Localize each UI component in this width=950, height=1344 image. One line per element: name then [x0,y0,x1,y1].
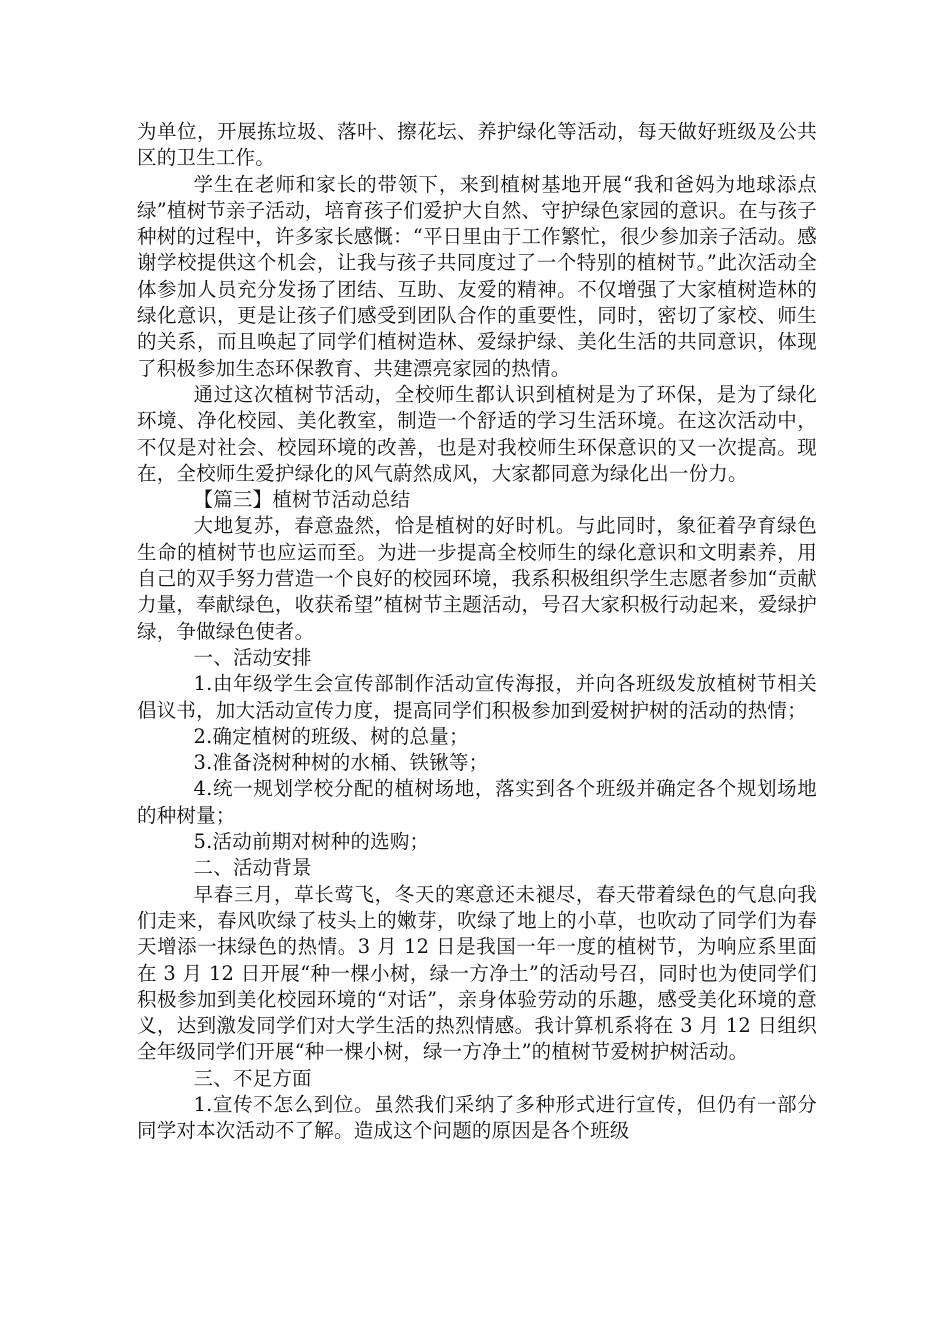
heading-activity-background: 二、活动背景 [193,856,312,880]
paragraph-activity-result: 通过这次植树节活动，全校师生都认识到植树是为了环保，是为了绿化环境、净化校园、美化教室，制造一个舒适的学习生活环境。在这次活动中，不仅是对社会、校园环境的改善，也是对我校师生环保意识的又一次提高。现在，全校师生爱护绿化的风气蔚然成风，大家都同意为绿化出一份力。 [137,382,817,485]
document-body [137,119,817,1145]
heading-activity-arrangement: 一、活动安排 [193,645,312,669]
list-item-5: 5.活动前期对树种的选购； [193,830,430,854]
section-title-part-three: 【篇三】植树节活动总结 [193,488,411,512]
list-item-2: 2.确定植树的班级、树的总量； [193,724,469,748]
paragraph-background: 早春三月，草长莺飞，冬天的寒意还未褪尽，春天带着绿色的气息向我们走来，春风吹绿了枝头上的嫩芽，吹绿了地上的小草，也吹动了同学们为春天增添一抹绿色的热情。3 月 12 日是我国一年一度的植树节，为响应系里面在 3 月 12 日开展“种一棵小树，绿一方净土”的活动号召，同时也为使同学们积极参加到美化校园环境的“对话”，亲身体验劳动的乐趣，感受美化环境的意义，达到激发同学们对大学生活的热烈情感。我计算机系将在 3 月 12 日组织全年级同学们开展“种一棵小树，绿一方净土”的植树节爱树护树活动。 [137,882,817,1064]
heading-shortcomings: 三、不足方面 [193,1066,312,1090]
paragraph-shortcoming-1: 1.宣传不怎么到位。虽然我们采纳了多种形式进行宣传，但仍有一部分同学对本次活动不了解。造成这个问题的原因是各个班级 [137,1092,817,1143]
paragraph-continued: 为单位，开展拣垃圾、落叶、擦花坛、养护绿化等活动，每天做好班级及公共区的卫生工作。 [137,120,817,170]
list-item-3: 3.准备浇树种树的水桶、铁锹等； [193,751,489,775]
paragraph-intro: 大地复苏，春意盎然，恰是植树的好时机。与此同时，象征着孕育绿色生命的植树节也应运而至。为进一步提高全校师生的绿化意识和文明素养，用自己的双手努力营造一个良好的校园环境，我系积极组织学生志愿者参加“贡献力量，奉献绿色，收获希望”植树节主题活动，号召大家积极行动起来，爱绿护绿，争做绿色使者。 [137,514,817,643]
list-item-1: 1.由年级学生会宣传部制作活动宣传海报，并向各班级发放植树节相关倡议书，加大活动宣传力度，提高同学们积极参加到爱树护树的活动的热情； [137,672,817,722]
paragraph-parent-child-activity: 学生在老师和家长的带领下，来到植树基地开展“我和爸妈为地球添点绿”植树节亲子活动，培育孩子们爱护大自然、守护绿色家园的意识。在与孩子种树的过程中，许多家长感慨：“平日里由于工作繁忙，很少参加亲子活动。感谢学校提供这个机会，让我与孩子共同度过了一个特别的植树节。”此次活动全体参加人员充分发扬了团结、互助、友爱的精神。不仅增强了大家植树造林的绿化意识，更是让孩子们感受到团队合作的重要性，同时，密切了家校、师生的关系，而且唤起了同学们植树造林、爱绿护绿、美化生活的共同意识，体现了积极参加生态环保教育、共建漂亮家园的热情。 [137,172,817,380]
list-item-4: 4.统一规划学校分配的植树场地，落实到各个班级并确定各个规划场地的种树量； [137,777,817,827]
